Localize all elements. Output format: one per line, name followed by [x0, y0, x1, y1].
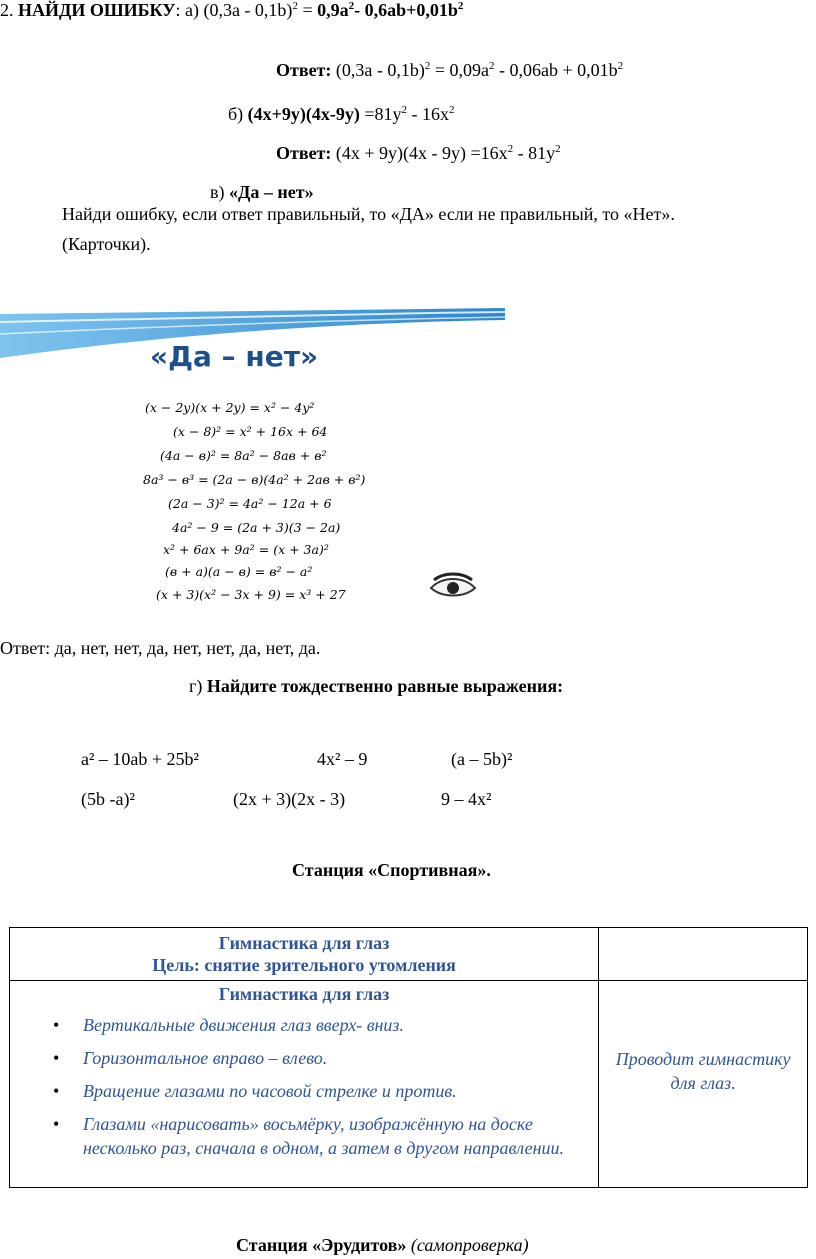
table-header-cell	[10, 928, 599, 981]
instruction-line1: Найди ошибку, если ответ правильный, то «ДА» если не правильный, то «Нет».	[62, 204, 675, 224]
list-item: • Вертикальные движения глаз вверх- вниз.	[53, 1015, 404, 1035]
expr-1-2: 4x² – 9	[317, 749, 368, 769]
part-b: б) $(4х+9у)(4х-9у) =81у^2 - 16х^2$	[228, 104, 455, 124]
card-eq-1: (x − 2y)(x + 2y) = x² − 4y²	[145, 400, 315, 415]
list-item: • Глазами «нарисовать» восьмёрку, изображённую на доске несколько раз, сначала в одном, а затем в другом направлении.	[53, 1114, 565, 1158]
card-eq-4: 8a³ − в³ = (2a − в)(4a² + 2aв + в²)	[143, 472, 366, 487]
station-erudit-heading: Станция «Эрудитов» (самопроверка)	[236, 1235, 529, 1255]
card-eq-3: (4a − в)² = 8a² − 8aв + в²	[160, 448, 327, 463]
card-eq-2: (x − 8)² = x² + 16x + 64	[173, 424, 328, 439]
card-title: «Да – нет»	[150, 340, 319, 373]
card-eq-5: (2a − 3)² = 4a² − 12a + 6	[168, 496, 332, 511]
list-item: • Вращение глазами по часовой стрелке и против.	[53, 1081, 457, 1101]
instruction-line2: (Карточки).	[62, 234, 151, 254]
table-header-empty-cell	[599, 928, 808, 981]
card-eq-8: (в + a)(a − в) = в² − a²	[165, 564, 313, 579]
answer-b: Ответ: $(4х + 9у)(4х - 9у) =16х^2 - 81у^2$	[276, 143, 561, 163]
part-g-heading: г) Найдите тождественно равные выражения:	[189, 676, 564, 696]
station-sport-heading: Станция «Спортивная».	[292, 860, 491, 880]
list-item: • Горизонтальное вправо – влево.	[53, 1048, 328, 1068]
task2-line-a: 2. НАЙДИ ОШИБКУ: а) $(0,3а - 0,1b)^2 = 0,9а^2-$ $0,6ab+0,01b^2$	[0, 0, 464, 20]
card-eq-7: x² + 6ax + 9a² = (x + 3a)²	[163, 542, 329, 557]
eye-icon	[428, 572, 478, 602]
header-line-1: Гимнастика для глаз	[218, 933, 390, 953]
header-line-2: Цель: снятие зрительного утомления	[152, 955, 456, 975]
answer-a: Ответ: $(0,3а - 0,1b)^2 = 0,09а^2 - 0,06ab + 0,01b^2$	[276, 60, 624, 80]
teacher-action-text: Проводит гимнастику для глаз.	[615, 1049, 791, 1093]
eye-gymnastics-table	[9, 927, 808, 1188]
part-v: в) «Да – нет»	[210, 182, 314, 202]
expr-1-3: (a – 5b)²	[451, 749, 513, 769]
expr-2-3: 9 – 4x²	[441, 789, 492, 809]
expr-2-2: (2x + 3)(2x - 3)	[233, 789, 346, 809]
card-eq-9: (x + 3)(x² − 3x + 9) = x³ + 27	[156, 587, 346, 602]
answer-yes-no: Ответ: да, нет, нет, да, нет, нет, да, нет, да.	[0, 638, 321, 658]
expr-2-1: (5b -a)²	[81, 789, 135, 809]
task2-title: НАЙДИ ОШИБКУ	[18, 0, 176, 20]
exercises-subheader: Гимнастика для глаз	[218, 984, 390, 1004]
card-eq-6: 4a² − 9 = (2a + 3)(3 − 2a)	[172, 520, 341, 535]
exercises-cell	[10, 981, 599, 1188]
exercise-list	[10, 1013, 598, 1160]
teacher-action-cell	[599, 981, 808, 1188]
expr-1-1: a² – 10ab + 25b²	[81, 749, 199, 769]
